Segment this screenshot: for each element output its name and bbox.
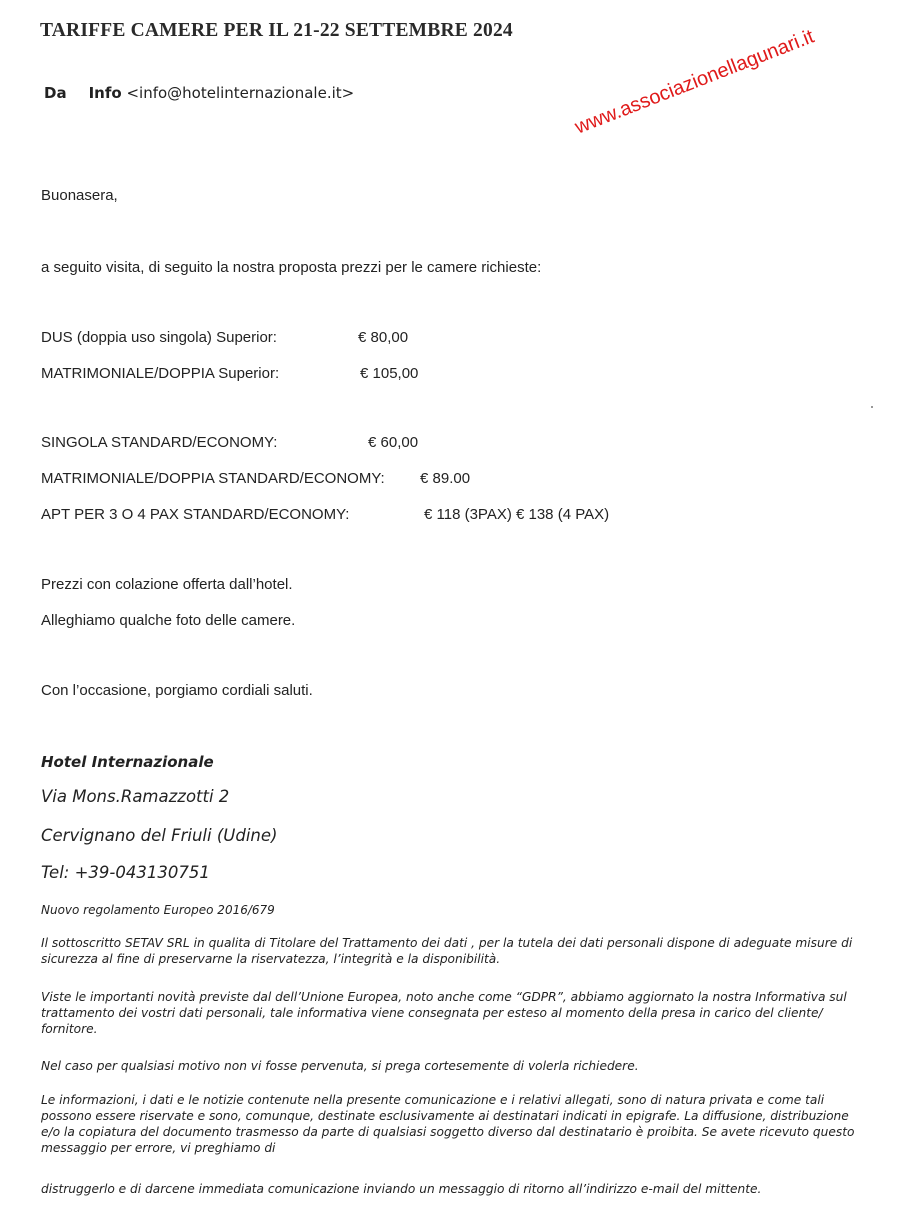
rate-room-matrimoniale-superior: MATRIMONIALE/DOPPIA Superior: — [41, 365, 280, 382]
rate-price-apt: € 118 (3PAX) € 138 (4 PAX) — [424, 506, 610, 523]
rate-price-singola-standard: € 60,00 — [368, 434, 419, 451]
legal-paragraph-security: Il sottoscritto SETAV SRL in qualita di Titolare del Trattamento dei dati , per la tutela dei dati personali dispone di adeguate misure di sicurezza al fine di preservarne la riservatezza, l’integrità e la disponibilità. — [41, 936, 853, 966]
signature-hotel-name: Hotel Internazionale — [41, 753, 214, 771]
rate-room-matrimoniale-standard: MATRIMONIALE/DOPPIA STANDARD/ECONOMY: — [41, 470, 385, 487]
legal-paragraph-request: Nel caso per qualsiasi motivo non vi fosse pervenuta, si prega cortesemente di volerla richiedere. — [41, 1059, 639, 1073]
photos-note: Alleghiamo qualche foto delle camere. — [41, 612, 296, 629]
from-label: Da — [44, 84, 67, 102]
signature-street: Via Mons.Ramazzotti 2 — [41, 787, 230, 806]
rate-room-apt: APT PER 3 O 4 PAX STANDARD/ECONOMY: — [41, 506, 350, 523]
scan-speck — [871, 406, 873, 408]
legal-paragraph-confidentiality: Le informazioni, i dati e le notizie contenute nella presente comunicazione e i relativi allegati, sono di natura privata e come tali possono essere riservate e sono, comunque, destinate esclusivamente ai destinatari indicati in epigrafe. La diffusione, distribuzione e/o la copiatura del documento trasmesso da parte di qualsiasi soggetto diverso dal destinatario è proibita. Se avete ricevuto questo messaggio per errore, vi preghiamo di — [41, 1093, 855, 1155]
rate-room-singola-standard: SINGOLA STANDARD/ECONOMY: — [41, 434, 278, 451]
legal-paragraph-return: distruggerlo e di darcene immediata comunicazione inviando un messaggio di ritorno all’indirizzo e-mail del mittente. — [41, 1182, 762, 1196]
signature-city: Cervignano del Friuli (Udine) — [41, 826, 278, 845]
page-title: TARIFFE CAMERE PER IL 21-22 SETTEMBRE 2024 — [40, 20, 513, 41]
signature-phone: Tel: +39-043130751 — [41, 863, 210, 882]
rate-price-matrimoniale-standard: € 89.00 — [420, 470, 471, 487]
rate-price-dus: € 80,00 — [358, 329, 409, 346]
breakfast-note: Prezzi con colazione offerta dall’hotel. — [41, 576, 293, 593]
rate-price-matrimoniale-superior: € 105,00 — [360, 365, 419, 382]
closing-text: Con l’occasione, porgiamo cordiali saluti. — [41, 682, 313, 699]
watermark: www.associazionellagunari.it — [572, 25, 818, 139]
sender-email[interactable]: <info@hotelinternazionale.it> — [126, 84, 355, 102]
sender-name: Info — [88, 84, 122, 102]
intro-text: a seguito visita, di seguito la nostra proposta prezzi per le camere richieste: — [41, 259, 542, 276]
greeting: Buonasera, — [41, 187, 118, 204]
rate-room-dus: DUS (doppia uso singola) Superior: — [41, 329, 277, 346]
legal-paragraph-gdpr: Viste le importanti novità previste dal dell’Unione Europea, noto anche come “GDPR”, abbiamo aggiornato la nostra Informativa sul trattamento dei vostri dati personali, tale informativa viene consegnata per esteso al momento della presa in carico del cliente/ fornitore. — [41, 990, 847, 1036]
legal-title: Nuovo regolamento Europeo 2016/679 — [41, 903, 275, 917]
from-line — [44, 84, 354, 102]
